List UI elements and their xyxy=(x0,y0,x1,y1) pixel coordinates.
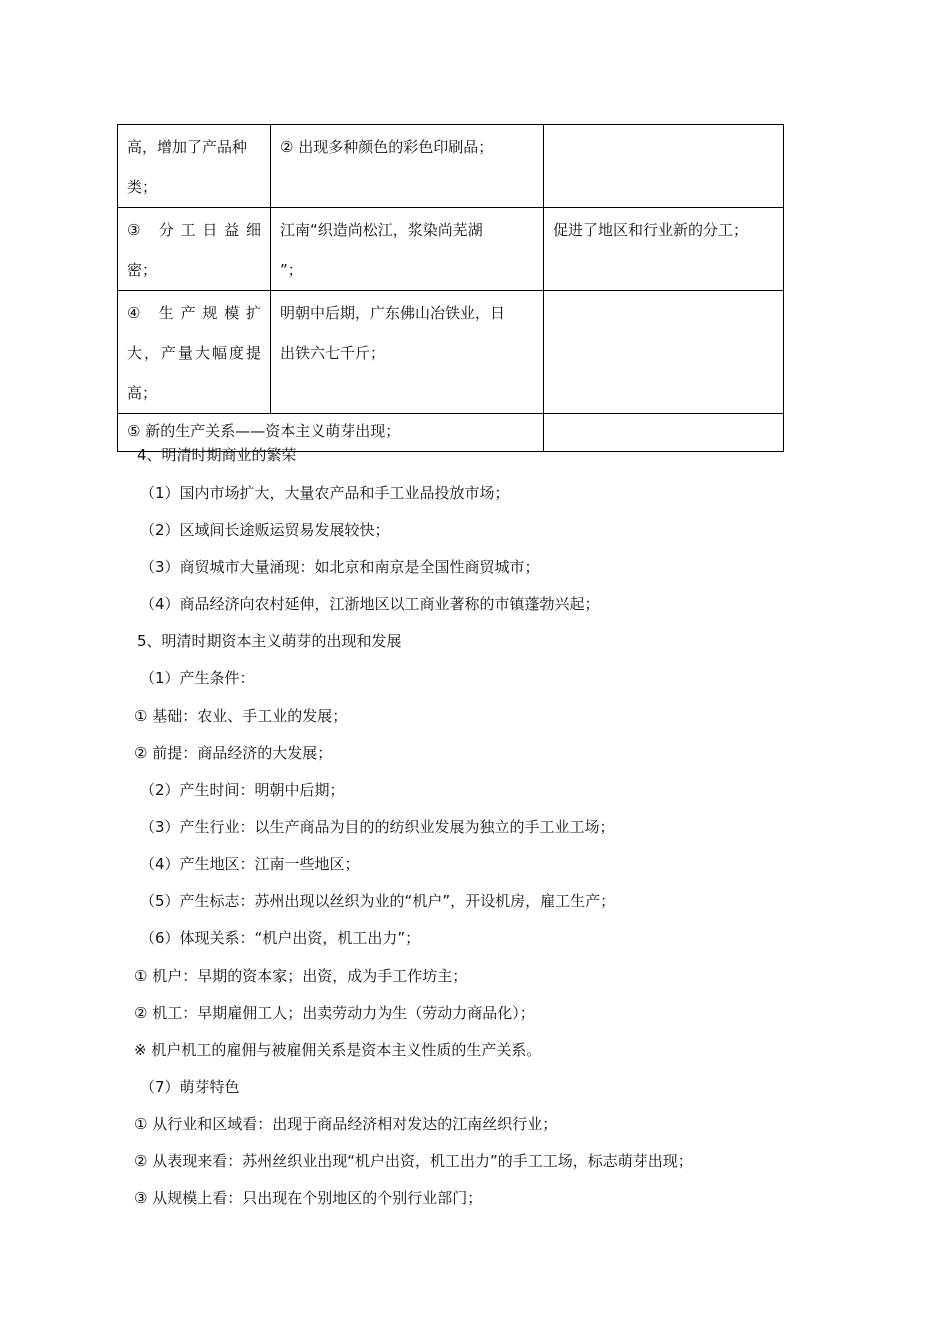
list-item: （1）国内市场扩大，大量农产品和手工业品投放市场； xyxy=(140,484,510,502)
table-cell: 高，增加了产品种 类； xyxy=(118,125,271,208)
note: ※ 机户机工的雇佣与被雇佣关系是资本主义性质的生产关系。 xyxy=(134,1041,542,1059)
list-item: ① 从行业和区域看：出现于商品经济相对发达的江南丝织行业； xyxy=(134,1115,558,1133)
section-heading: 4、明清时期商业的繁荣 xyxy=(137,446,297,464)
list-item: ③ 从规模上看：只出现在个别地区的个别行业部门； xyxy=(134,1189,483,1207)
table-cell: 促进了地区和行业新的分工； xyxy=(544,208,784,291)
list-item: （4）产生地区：江南一些地区； xyxy=(140,855,360,873)
list-item: （4）商品经济向农村延伸，江浙地区以工商业著称的市镇蓬勃兴起； xyxy=(140,595,600,613)
list-item: （6）体现关系：“机户出资，机工出力”； xyxy=(140,929,421,947)
list-item: （2）产生时间：明朝中后期； xyxy=(140,781,345,799)
table-cell xyxy=(544,125,784,208)
list-item: （7）萌芽特色 xyxy=(140,1078,240,1096)
table-cell: ④ 生产规模扩 大，产量大幅度提 高； xyxy=(118,291,271,414)
list-item: ① 机户：早期的资本家；出资，成为手工作坊主； xyxy=(134,967,468,985)
list-item: （2）区域间长途贩运贸易发展较快； xyxy=(140,521,390,539)
list-item: ① 基础：农业、手工业的发展； xyxy=(134,707,348,725)
table-row xyxy=(118,125,784,208)
table-cell: 江南“织造尚松江，浆染尚芜湖 ”； xyxy=(271,208,544,291)
list-item: ② 机工：早期雇佣工人；出卖劳动力为生（劳动力商品化）； xyxy=(134,1004,535,1022)
table-cell: ③ 分工日益细 密； xyxy=(118,208,271,291)
table-cell: ⑤ 新的生产关系——资本主义萌芽出现； xyxy=(118,414,544,452)
table-row xyxy=(118,291,784,414)
comparison-table xyxy=(117,124,784,452)
section-heading: 5、明清时期资本主义萌芽的出现和发展 xyxy=(137,632,402,650)
table-cell xyxy=(544,291,784,414)
list-item: （3）商贸城市大量涌现：如北京和南京是全国性商贸城市； xyxy=(140,558,540,576)
table-cell: 明朝中后期，广东佛山冶铁业，日 出铁六七千斤； xyxy=(271,291,544,414)
table-row xyxy=(118,208,784,291)
list-item: ② 从表现来看：苏州丝织业出现“机户出资，机工出力”的手工工场，标志萌芽出现； xyxy=(134,1152,693,1170)
list-item: （1）产生条件： xyxy=(140,669,255,687)
table-cell: ② 出现多种颜色的彩色印刷品； xyxy=(271,125,544,208)
list-item: ② 前提：商品经济的大发展； xyxy=(134,744,333,762)
list-item: （3）产生行业：以生产商品为目的的纺织业发展为独立的手工业工场； xyxy=(140,818,615,836)
table-cell xyxy=(544,414,784,452)
list-item: （5）产生标志：苏州出现以丝织为业的“机户”，开设机房，雇工生产； xyxy=(140,892,616,910)
